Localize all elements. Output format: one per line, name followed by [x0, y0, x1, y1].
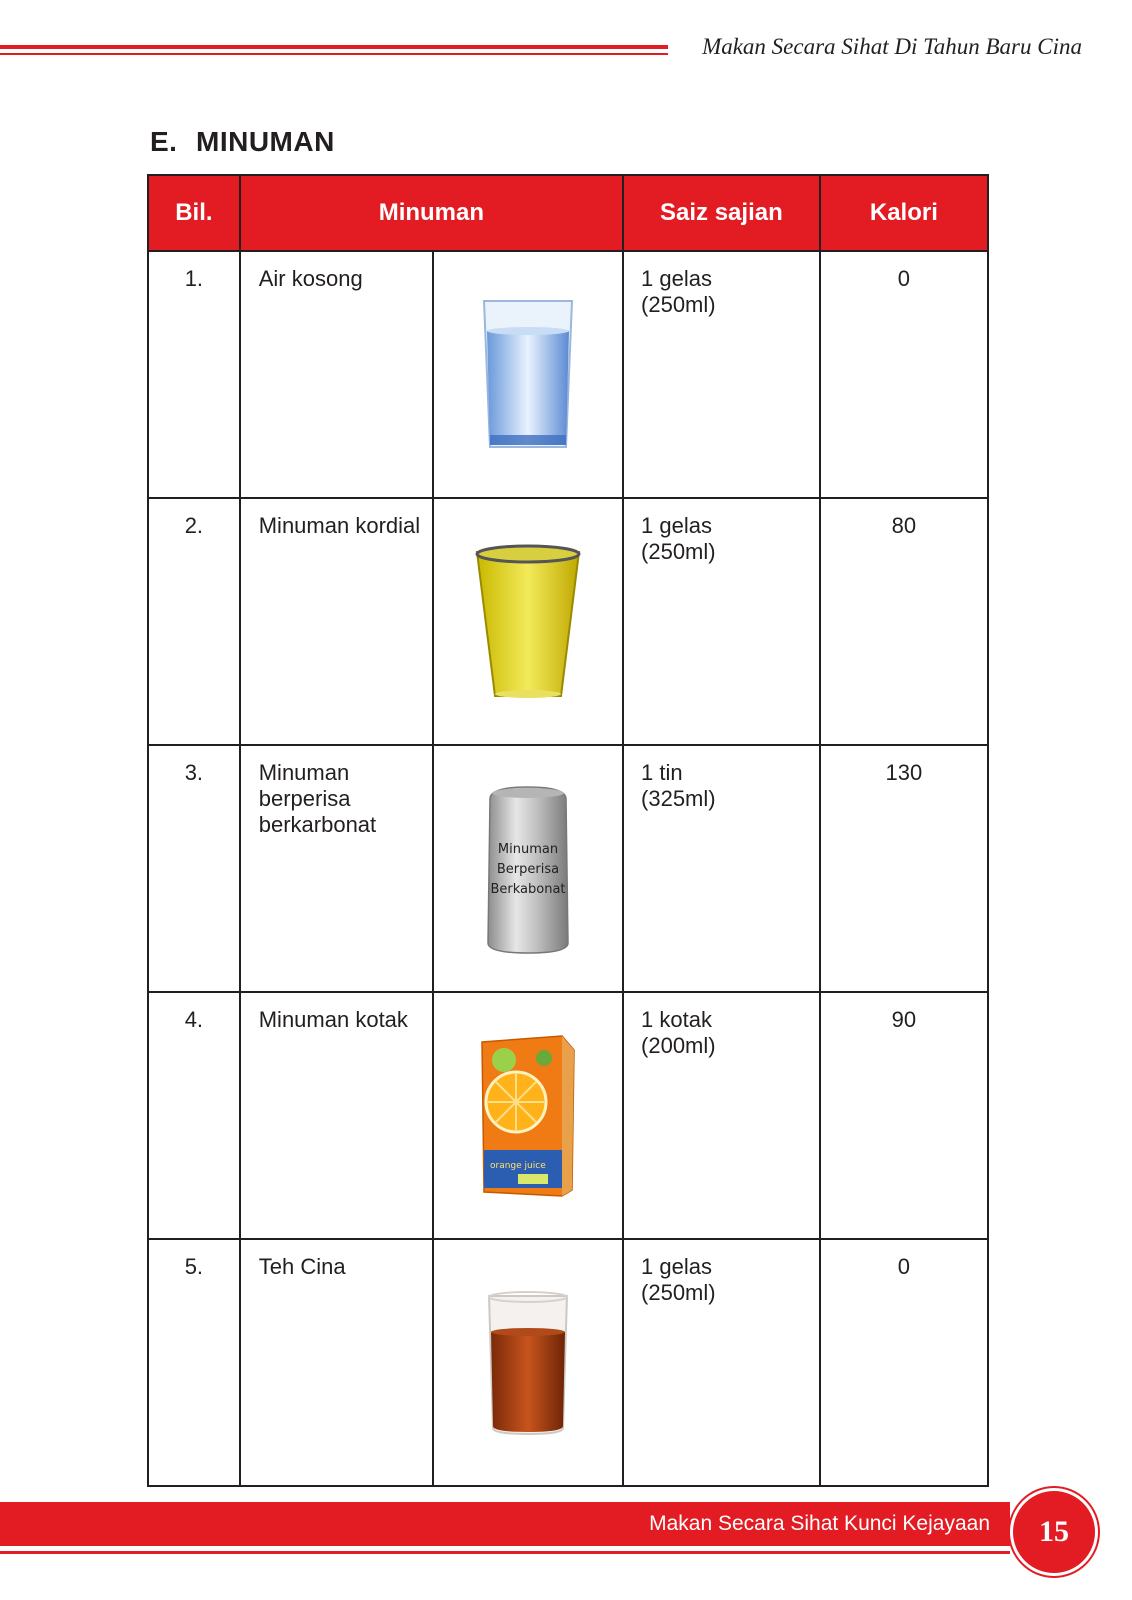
cordial-glass-icon — [473, 542, 583, 702]
serving-amount: 1 tin — [641, 760, 683, 785]
serving-size — [623, 1239, 820, 1486]
page-number: 15 — [1010, 1488, 1098, 1576]
drink-name: Minuman kotak — [240, 992, 434, 1239]
serving-volume: (250ml) — [641, 1280, 716, 1305]
table-header-row — [148, 175, 988, 251]
serving-size — [623, 992, 820, 1239]
serving-volume: (325ml) — [641, 786, 716, 811]
drink-name: Minuman berperisa berkarbonat — [240, 745, 434, 992]
serving-size — [623, 745, 820, 992]
drink-image-cell — [433, 745, 623, 992]
calories: 130 — [820, 745, 988, 992]
table-row — [148, 251, 988, 498]
tea-glass-icon — [483, 1288, 573, 1438]
row-number: 2. — [148, 498, 240, 745]
juice-box-label: orange juice — [490, 1160, 546, 1171]
header-rule-thin — [0, 53, 668, 55]
can-label-line-1: Minuman — [498, 841, 559, 857]
table-row — [148, 1239, 988, 1486]
row-number: 5. — [148, 1239, 240, 1486]
soda-can-icon — [480, 783, 576, 955]
serving-amount: 1 kotak — [641, 1007, 712, 1032]
col-header-kalori: Kalori — [820, 175, 988, 251]
serving-volume: (250ml) — [641, 292, 716, 317]
row-number: 4. — [148, 992, 240, 1239]
calories: 0 — [820, 1239, 988, 1486]
drink-name: Air kosong — [240, 251, 434, 498]
serving-amount: 1 gelas — [641, 1254, 712, 1279]
section-heading — [150, 126, 335, 158]
row-number: 3. — [148, 745, 240, 992]
section-letter: E. — [150, 126, 178, 157]
drink-image-cell — [433, 992, 623, 1239]
drinks-table — [147, 174, 989, 1487]
header-rule — [0, 45, 668, 49]
section-title: MINUMAN — [196, 126, 335, 157]
footer-rule — [0, 1551, 1010, 1554]
row-number: 1. — [148, 251, 240, 498]
serving-size — [623, 251, 820, 498]
drink-image-cell — [433, 251, 623, 498]
table-row — [148, 992, 988, 1239]
running-header: Makan Secara Sihat Di Tahun Baru Cina — [702, 34, 1082, 59]
table-row — [148, 745, 988, 992]
drink-image-cell — [433, 498, 623, 745]
col-header-minuman: Minuman — [240, 175, 623, 251]
drink-name: Minuman kordial — [240, 498, 434, 745]
serving-size — [623, 498, 820, 745]
footer-text: Makan Secara Sihat Kunci Kejayaan — [649, 1512, 990, 1535]
can-label-line-2: Berperisa — [497, 861, 560, 877]
col-header-bil: Bil. — [148, 175, 240, 251]
serving-volume: (200ml) — [641, 1033, 716, 1058]
serving-amount: 1 gelas — [641, 513, 712, 538]
drink-image-cell — [433, 1239, 623, 1486]
calories: 0 — [820, 251, 988, 498]
can-label-line-3: Berkabonat — [490, 881, 566, 897]
water-glass-icon — [478, 295, 578, 455]
col-header-saiz: Saiz sajian — [623, 175, 820, 251]
juice-box-icon — [478, 1032, 578, 1200]
calories: 90 — [820, 992, 988, 1239]
calories: 80 — [820, 498, 988, 745]
serving-volume: (250ml) — [641, 539, 716, 564]
drink-name: Teh Cina — [240, 1239, 434, 1486]
table-row — [148, 498, 988, 745]
serving-amount: 1 gelas — [641, 266, 712, 291]
